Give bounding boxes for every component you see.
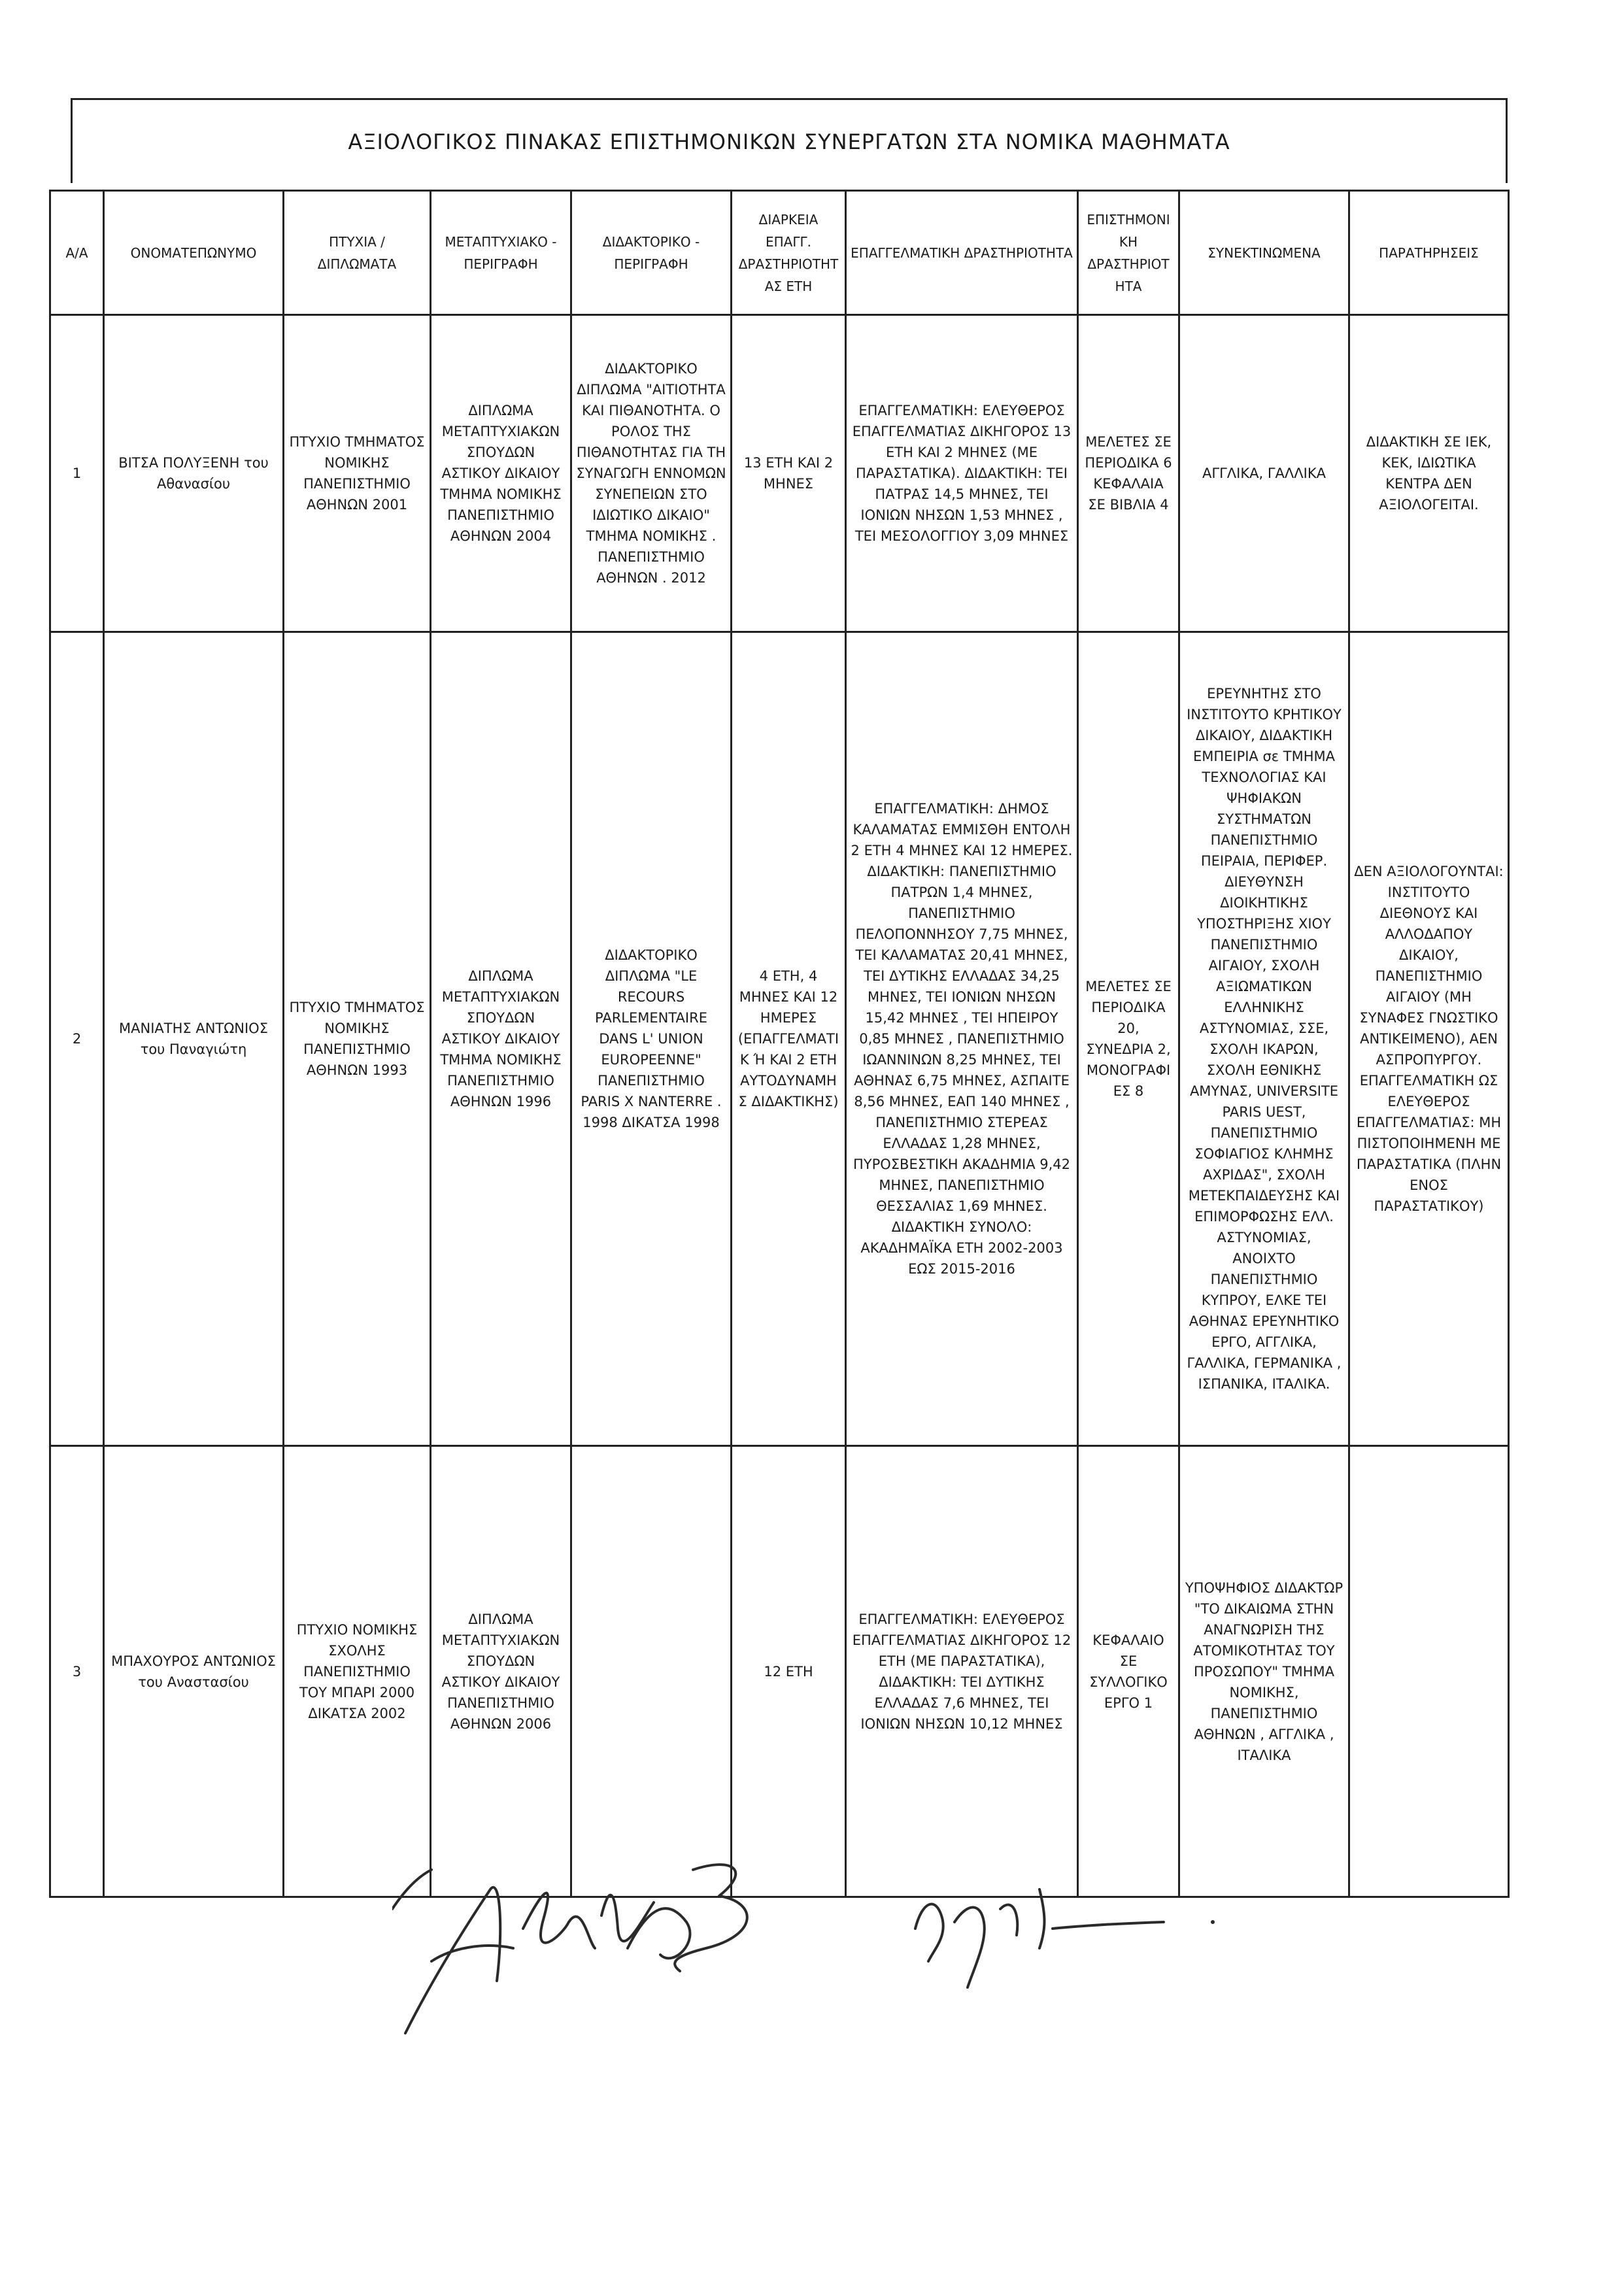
cell-degrees: ΠΤΥΧΙΟ ΤΜΗΜΑΤΟΣ ΝΟΜΙΚΗΣ ΠΑΝΕΠΙΣΤΗΜΙΟ ΑΘΗΝΩΝ 1993 xyxy=(284,632,431,1446)
cell-duration: 12 ΕΤΗ xyxy=(732,1446,846,1897)
cell-related: ΑΓΓΛΙΚΑ, ΓΑΛΛΙΚΑ xyxy=(1179,315,1349,632)
table-row xyxy=(50,632,1509,1446)
cell-scientific: ΜΕΛΕΤΕΣ ΣΕ ΠΕΡΙΟΔΙΚΑ 6 ΚΕΦΑΛΑΙΑ ΣΕ ΒΙΒΛΙΑ 4 xyxy=(1078,315,1179,632)
header-remarks: ΠΑΡΑΤΗΡΗΣΕΙΣ xyxy=(1349,191,1509,315)
cell-scientific: ΚΕΦΑΛΑΙΟ ΣΕ ΣΥΛΛΟΓΙΚΟ ΕΡΓΟ 1 xyxy=(1078,1446,1179,1897)
cell-professional: ΕΠΑΓΓΕΛΜΑΤΙΚΗ: ΕΛΕΥΘΕΡΟΣ ΕΠΑΓΓΕΛΜΑΤΙΑΣ ΔΙΚΗΓΟΡΟΣ 13 ΕΤΗ ΚΑΙ 2 ΜΗΝΕΣ (ΜΕ ΠΑΡΑΣΤΑΤΙΚΑ). ΔΙΔΑΚΤΙΚΗ: ΤΕΙ ΠΑΤΡΑΣ 14,5 ΜΗΝΕΣ, ΤΕΙ ΙΟΝΙΩΝ ΝΗΣΩΝ 1,53 ΜΗΝΕΣ , ΤΕΙ ΜΕΣΟΛΟΓΓΙΟΥ 3,09 ΜΗΝΕΣ xyxy=(846,315,1078,632)
cell-remarks xyxy=(1349,1446,1509,1897)
cell-name: ΒΙΤΣΑ ΠΟΛΥΞΕΝΗ του Αθανασίου xyxy=(104,315,284,632)
header-name: ΟΝΟΜΑΤΕΠΩΝΥΜΟ xyxy=(104,191,284,315)
signature-2 xyxy=(915,1889,1164,1987)
cell-professional: ΕΠΑΓΓΕΛΜΑΤΙΚΗ: ΔΗΜΟΣ ΚΑΛΑΜΑΤΑΣ ΕΜΜΙΣΘΗ ΕΝΤΟΛΗ 2 ΕΤΗ 4 ΜΗΝΕΣ ΚΑΙ 12 ΗΜΕΡΕΣ. ΔΙΔΑΚΤΙΚΗ: ΠΑΝΕΠΙΣΤΗΜΙΟ ΠΑΤΡΩΝ 1,4 ΜΗΝΕΣ, ΠΑΝΕΠΙΣΤΗΜΙΟ ΠΕΛΟΠΟΝΝΗΣΟΥ 7,75 ΜΗΝΕΣ, ΤΕΙ ΚΑΛΑΜΑΤΑΣ 20,41 ΜΗΝΕΣ, ΤΕΙ ΔΥΤΙΚΗΣ ΕΛΛΑΔΑΣ 34,25 ΜΗΝΕΣ, ΤΕΙ ΙΟΝΙΩΝ ΝΗΣΩΝ 15,42 ΜΗΝΕΣ , ΤΕΙ ΗΠΕΙΡΟΥ 0,85 ΜΗΝΕΣ , ΠΑΝΕΠΙΣΤΗΜΙΟ ΙΩΑΝΝΙΝΩΝ 8,25 ΜΗΝΕΣ, ΤΕΙ ΑΘΗΝΑΣ 6,75 ΜΗΝΕΣ, ΑΣΠΑΙΤΕ 8,56 ΜΗΝΕΣ, ΕΑΠ 140 ΜΗΝΕΣ , ΠΑΝΕΠΙΣΤΗΜΙΟ ΣΤΕΡΕΑΣ ΕΛΛΑΔΑΣ 1,28 ΜΗΝΕΣ, ΠΥΡΟΣΒΕΣΤΙΚΗ ΑΚΑΔΗΜΙΑ 9,42 ΜΗΝΕΣ, ΠΑΝΕΠΙΣΤΗΜΙΟ ΘΕΣΣΑΛΙΑΣ 1,69 ΜΗΝΕΣ. ΔΙΔΑΚΤΙΚΗ ΣΥΝΟΛΟ: ΑΚΑΔΗΜΑΪΚΑ ΕΤΗ 2002-2003 ΕΩΣ 2015-2016 xyxy=(846,632,1078,1446)
cell-masters: ΔΙΠΛΩΜΑ ΜΕΤΑΠΤΥΧΙΑΚΩΝ ΣΠΟΥΔΩΝ ΑΣΤΙΚΟΥ ΔΙΚΑΙΟΥ ΤΜΗΜΑ ΝΟΜΙΚΗΣ ΠΑΝΕΠΙΣΤΗΜΙΟ ΑΘΗΝΩΝ 2004 xyxy=(431,315,571,632)
cell-related: ΕΡΕΥΝΗΤΗΣ ΣΤΟ ΙΝΣΤΙΤΟΥΤΟ ΚΡΗΤΙΚΟΥ ΔΙΚΑΙΟΥ, ΔΙΔΑΚΤΙΚΗ ΕΜΠΕΙΡΙΑ σε ΤΜΗΜΑ ΤΕΧΝΟΛΟΓΙΑΣ ΚΑΙ ΨΗΦΙΑΚΩΝ ΣΥΣΤΗΜΑΤΩΝ ΠΑΝΕΠΙΣΤΗΜΙΟ ΠΕΙΡΑΙΑ, ΠΕΡΙΦΕΡ. ΔΙΕΥΘΥΝΣΗ ΔΙΟΙΚΗΤΙΚΗΣ ΥΠΟΣΤΗΡΙΞΗΣ ΧΙΟΥ ΠΑΝΕΠΙΣΤΗΜΙΟ ΑΙΓΑΙΟΥ, ΣΧΟΛΗ ΑΞΙΩΜΑΤΙΚΩΝ ΕΛΛΗΝΙΚΗΣ ΑΣΤΥΝΟΜΙΑΣ, ΣΣΕ, ΣΧΟΛΗ ΙΚΑΡΩΝ, ΣΧΟΛΗ ΕΘΝΙΚΗΣ ΑΜΥΝΑΣ, UNIVERSITE PARIS UEST, ΠΑΝΕΠΙΣΤΗΜΙΟ ΣΟΦΙΑΓΙΟΣ ΚΛΗΜΗΣ ΑΧΡΙΔΑΣ", ΣΧΟΛΗ ΜΕΤΕΚΠΑΙΔΕΥΣΗΣ ΚΑΙ ΕΠΙΜΟΡΦΩΣΗΣ ΕΛΛ. ΑΣΤΥΝΟΜΙΑΣ, ΑΝΟΙΧΤΟ ΠΑΝΕΠΙΣΤΗΜΙΟ ΚΥΠΡΟΥ, ΕΛΚΕ ΤΕΙ ΑΘΗΝΑΣ ΕΡΕΥΝΗΤΙΚΟ ΕΡΓΟ, ΑΓΓΛΙΚΑ, ΓΑΛΛΙΚΑ, ΓΕΡΜΑΝΙΚΑ , ΙΣΠΑΝΙΚΑ, ΙΤΑΛΙΚΑ. xyxy=(1179,632,1349,1446)
signatures xyxy=(392,1850,1242,2046)
header-scientific: ΕΠΙΣΤΗΜΟΝΙΚΗ ΔΡΑΣΤΗΡΙΟΤΗΤΑ xyxy=(1078,191,1179,315)
ink-dot xyxy=(1211,1920,1215,1924)
cell-name: ΜΑΝΙΑΤΗΣ ΑΝΤΩΝΙΟΣ του Παναγιώτη xyxy=(104,632,284,1446)
cell-degrees: ΠΤΥΧΙΟ ΤΜΗΜΑΤΟΣ ΝΟΜΙΚΗΣ ΠΑΝΕΠΙΣΤΗΜΙΟ ΑΘΗΝΩΝ 2001 xyxy=(284,315,431,632)
page-title: ΑΞΙΟΛΟΓΙΚΟΣ ΠΙΝΑΚΑΣ ΕΠΙΣΤΗΜΟΝΙΚΩΝ ΣΥΝΕΡΓΑΤΩΝ ΣΤΑ ΝΟΜΙΚΑ ΜΑΘΗΜΑΤΑ xyxy=(348,129,1230,154)
table-row xyxy=(50,1446,1509,1897)
cell-masters: ΔΙΠΛΩΜΑ ΜΕΤΑΠΤΥΧΙΑΚΩΝ ΣΠΟΥΔΩΝ ΑΣΤΙΚΟΥ ΔΙΚΑΙΟΥ ΤΜΗΜΑ ΝΟΜΙΚΗΣ ΠΑΝΕΠΙΣΤΗΜΙΟ ΑΘΗΝΩΝ 1996 xyxy=(431,632,571,1446)
cell-scientific: ΜΕΛΕΤΕΣ ΣΕ ΠΕΡΙΟΔΙΚΑ 20, ΣΥΝΕΔΡΙΑ 2, ΜΟΝΟΓΡΑΦΙΕΣ 8 xyxy=(1078,632,1179,1446)
cell-aa: 2 xyxy=(50,632,104,1446)
cell-aa: 3 xyxy=(50,1446,104,1897)
cell-remarks: ΔΕΝ ΑΞΙΟΛΟΓΟΥΝΤΑΙ: ΙΝΣΤΙΤΟΥΤΟ ΔΙΕΘΝΟΥΣ ΚΑΙ ΑΛΛΟΔΑΠΟΥ ΔΙΚΑΙΟΥ, ΠΑΝΕΠΙΣΤΗΜΙΟ ΑΙΓΑΙΟΥ (ΜΗ ΣΥΝΑΦΕΣ ΓΝΩΣΤΙΚΟ ΑΝΤΙΚΕΙΜΕΝΟ), ΑΕΝ ΑΣΠΡΟΠΥΡΓΟΥ. ΕΠΑΓΓΕΛΜΑΤΙΚΗ ΩΣ ΕΛΕΥΘΕΡΟΣ ΕΠΑΓΓΕΛΜΑΤΙΑΣ: ΜΗ ΠΙΣΤΟΠΟΙΗΜΕΝΗ ΜΕ ΠΑΡΑΣΤΑΤΙΚΑ (ΠΛΗΝ ΕΝΟΣ ΠΑΡΑΣΤΑΤΙΚΟΥ) xyxy=(1349,632,1509,1446)
cell-phd: ΔΙΔΑΚΤΟΡΙΚΟ ΔΙΠΛΩΜΑ "LE RECOURS PARLEMENTAIRE DANS L' UNION EUROPEENNE" ΠΑΝΕΠΙΣΤΗΜΙΟ PARIS X NANTERRE . 1998 ΔΙΚΑΤΣΑ 1998 xyxy=(571,632,732,1446)
cell-remarks: ΔΙΔΑΚΤΙΚΗ ΣΕ ΙΕΚ, ΚΕΚ, ΙΔΙΩΤΙΚΑ ΚΕΝΤΡΑ ΔΕΝ ΑΞΙΟΛΟΓΕΙΤΑΙ. xyxy=(1349,315,1509,632)
cell-professional: ΕΠΑΓΓΕΛΜΑΤΙΚΗ: ΕΛΕΥΘΕΡΟΣ ΕΠΑΓΓΕΛΜΑΤΙΑΣ ΔΙΚΗΓΟΡΟΣ 12 ΕΤΗ (ΜΕ ΠΑΡΑΣΤΑΤΙΚΑ), ΔΙΔΑΚΤΙΚΗ: ΤΕΙ ΔΥΤΙΚΗΣ ΕΛΛΑΔΑΣ 7,6 ΜΗΝΕΣ, ΤΕΙ ΙΟΝΙΩΝ ΝΗΣΩΝ 10,12 ΜΗΝΕΣ xyxy=(846,1446,1078,1897)
header-aa: Α/Α xyxy=(50,191,104,315)
header-related: ΣΥΝΕΚΤΙΝΩΜΕΝΑ xyxy=(1179,191,1349,315)
cell-aa: 1 xyxy=(50,315,104,632)
header-masters: ΜΕΤΑΠΤΥΧΙΑΚΟ - ΠΕΡΙΓΡΑΦΗ xyxy=(431,191,571,315)
cell-masters: ΔΙΠΛΩΜΑ ΜΕΤΑΠΤΥΧΙΑΚΩΝ ΣΠΟΥΔΩΝ ΑΣΤΙΚΟΥ ΔΙΚΑΙΟΥ ΠΑΝΕΠΙΣΤΗΜΙΟ ΑΘΗΝΩΝ 2006 xyxy=(431,1446,571,1897)
cell-degrees: ΠΤΥΧΙΟ ΝΟΜΙΚΗΣ ΣΧΟΛΗΣ ΠΑΝΕΠΙΣΤΗΜΙΟ ΤΟΥ ΜΠΑΡΙ 2000 ΔΙΚΑΤΣΑ 2002 xyxy=(284,1446,431,1897)
cell-related: ΥΠΟΨΗΦΙΟΣ ΔΙΔΑΚΤΩΡ "ΤΟ ΔΙΚΑΙΩΜΑ ΣΤΗΝ ΑΝΑΓΝΩΡΙΣΗ ΤΗΣ ΑΤΟΜΙΚΟΤΗΤΑΣ ΤΟΥ ΠΡΟΣΩΠΟΥ" ΤΜΗΜΑ ΝΟΜΙΚΗΣ, ΠΑΝΕΠΙΣΤΗΜΙΟ ΑΘΗΝΩΝ , ΑΓΓΛΙΚΑ , ΙΤΑΛΙΚΑ xyxy=(1179,1446,1349,1897)
evaluation-table xyxy=(49,190,1510,1898)
cell-duration: 4 ΕΤΗ, 4 ΜΗΝΕΣ ΚΑΙ 12 ΗΜΕΡΕΣ (ΕΠΑΓΓΕΛΜΑΤΙΚ Ή ΚΑΙ 2 ΕΤΗ ΑΥΤΟΔΥΝΑΜΗΣ ΔΙΔΑΚΤΙΚΗΣ) xyxy=(732,632,846,1446)
header-professional: ΕΠΑΓΓΕΛΜΑΤΙΚΗ ΔΡΑΣΤΗΡΙΟΤΗΤΑ xyxy=(846,191,1078,315)
header-phd: ΔΙΔΑΚΤΟΡΙΚΟ - ΠΕΡΙΓΡΑΦΗ xyxy=(571,191,732,315)
header-duration: ΔΙΑΡΚΕΙΑ ΕΠΑΓΓ. ΔΡΑΣΤΗΡΙΟΤΗΤΑΣ ΕΤΗ xyxy=(732,191,846,315)
cell-duration: 13 ΕΤΗ ΚΑΙ 2 ΜΗΝΕΣ xyxy=(732,315,846,632)
cell-name: ΜΠΑΧΟΥΡΟΣ ΑΝΤΩΝΙΟΣ του Αναστασίου xyxy=(104,1446,284,1897)
header-degrees: ΠΤΥΧΙΑ / ΔΙΠΛΩΜΑΤΑ xyxy=(284,191,431,315)
title-box xyxy=(71,98,1508,183)
cell-phd xyxy=(571,1446,732,1897)
signature-1 xyxy=(392,1865,747,2033)
header-row xyxy=(50,191,1509,315)
table-row xyxy=(50,315,1509,632)
cell-phd: ΔΙΔΑΚΤΟΡΙΚΟ ΔΙΠΛΩΜΑ "ΑΙΤΙΟΤΗΤΑ ΚΑΙ ΠΙΘΑΝΟΤΗΤΑ. Ο ΡΟΛΟΣ ΤΗΣ ΠΙΘΑΝΟΤΗΤΑΣ ΓΙΑ ΤΗ ΣΥΝΑΓΩΓΗ ΕΝΝΟΜΩΝ ΣΥΝΕΠΕΙΩΝ ΣΤΟ ΙΔΙΩΤΙΚΟ ΔΙΚΑΙΟ" ΤΜΗΜΑ ΝΟΜΙΚΗΣ . ΠΑΝΕΠΙΣΤΗΜΙΟ ΑΘΗΝΩΝ . 2012 xyxy=(571,315,732,632)
